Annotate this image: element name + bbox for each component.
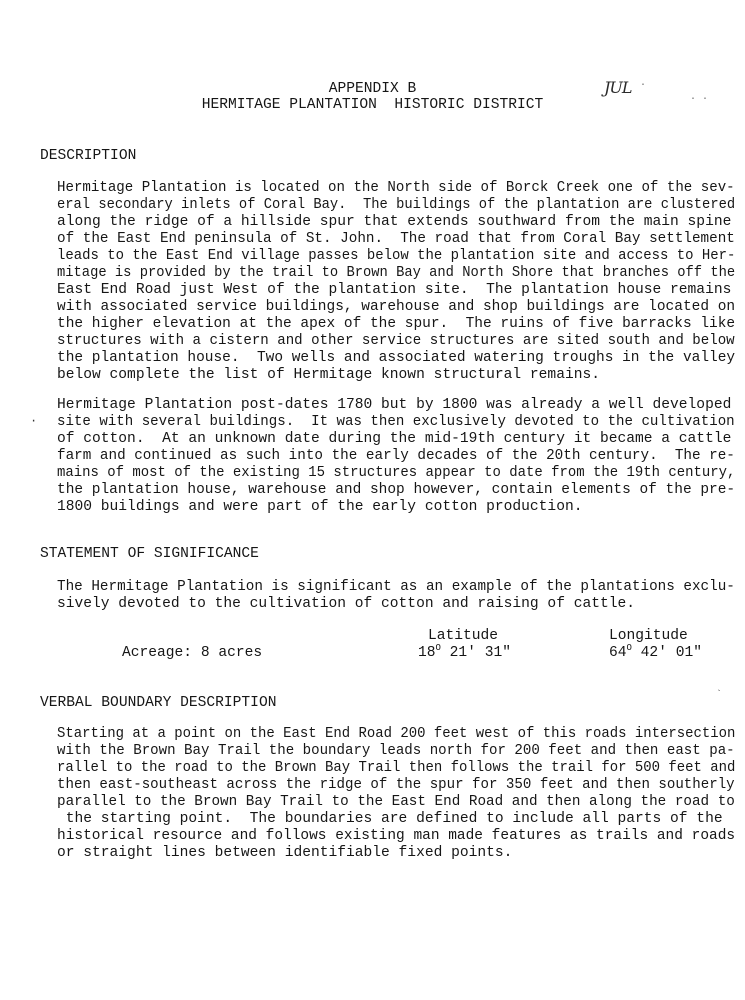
text-line: Hermitage Plantation post-dates 1780 but by 1800 was already a well developed — [57, 397, 732, 413]
longitude-label: Longitude — [609, 628, 688, 644]
text-line: the plantation house. Two wells and associated watering troughs in the valley — [57, 350, 736, 366]
text-line: or straight lines between identifiable fixed points. — [57, 845, 513, 861]
longitude-minutes-seconds: 42' 01" — [631, 645, 702, 661]
latitude-value — [418, 645, 511, 661]
longitude-degrees: 64 — [609, 645, 627, 661]
latitude-label: Latitude — [428, 628, 499, 644]
text-line: then east-southeast across the ridge of the spur for 350 feet and then southerly — [57, 777, 735, 793]
text-line: structures with a cistern and other service structures are sited south and below — [57, 333, 735, 349]
text-line: East End Road just West of the plantation site. The plantation house remains — [57, 282, 732, 298]
description-heading: DESCRIPTION — [40, 148, 137, 164]
latitude-minutes-seconds: 21' 31" — [440, 645, 511, 661]
text-line: mains of most of the existing 15 structures appear to date from the 19th century, — [57, 465, 736, 481]
longitude-value — [609, 645, 702, 661]
page-title: HERMITAGE PLANTATION HISTORIC DISTRICT — [201, 97, 544, 113]
text-line: The Hermitage Plantation is significant as an example of the plantations exclu- — [57, 579, 735, 595]
text-line: leads to the East End village passes below the plantation site and access to Her- — [57, 248, 736, 264]
text-line: mitage is provided by the trail to Brown Bay and North Shore that branches off the — [57, 265, 736, 281]
appendix-label: APPENDIX B — [328, 81, 417, 97]
text-line: parallel to the Brown Bay Trail to the East End Road and then along the road to — [57, 794, 735, 810]
text-line: the starting point. The boundaries are defined to include all parts of the — [57, 811, 723, 827]
boundary-heading: VERBAL BOUNDARY DESCRIPTION — [40, 695, 277, 711]
text-line: the higher elevation at the apex of the spur. The ruins of five barracks like — [57, 316, 736, 332]
text-line: below complete the list of Hermitage known structural remains. — [57, 367, 600, 383]
text-line: Hermitage Plantation is located on the North side of Borck Creek one of the sev- — [57, 180, 735, 196]
text-line: 1800 buildings and were part of the early cotton production. — [57, 499, 583, 515]
scan-speck: · — [640, 80, 647, 91]
text-line: with associated service buildings, warehouse and shop buildings are located on — [57, 299, 736, 315]
text-line: farm and continued as such into the early decades of the 20th century. The re- — [57, 448, 735, 464]
significance-heading: STATEMENT OF SIGNIFICANCE — [40, 546, 259, 562]
latitude-degrees: 18 — [418, 645, 436, 661]
margin-speck: · — [30, 414, 38, 428]
degree-mark: O — [626, 643, 632, 654]
text-line: eral secondary inlets of Coral Bay. The buildings of the plantation are clustered — [57, 197, 736, 213]
text-line: of the East End peninsula of St. John. The road that from Coral Bay settlement — [57, 231, 735, 247]
text-line: rallel to the road to the Brown Bay Trail then follows the trail for 500 feet and — [57, 760, 736, 776]
text-line: Starting at a point on the East End Road 200 feet west of this roads intersection — [57, 726, 736, 742]
text-line: the plantation house, warehouse and shop however, contain elements of the pre- — [57, 482, 736, 498]
scan-speck: · · — [690, 94, 709, 105]
scan-speck: ` — [716, 690, 723, 701]
acreage-value: Acreage: 8 acres — [122, 645, 263, 661]
text-line: of cotton. At an unknown date during the mid-19th century it became a cattle — [57, 431, 732, 447]
handwritten-stamp: JUL — [604, 78, 632, 97]
text-line: site with several buildings. It was then exclusively devoted to the cultivation — [57, 414, 735, 430]
text-line: historical resource and follows existing man made features as trails and roads — [57, 828, 736, 844]
degree-mark: O — [435, 643, 441, 654]
text-line: with the Brown Bay Trail the boundary leads north for 200 feet and then east pa- — [57, 743, 735, 759]
text-line: along the ridge of a hillside spur that extends southward from the main spine — [57, 214, 732, 230]
text-line: sively devoted to the cultivation of cotton and raising of cattle. — [57, 596, 636, 612]
